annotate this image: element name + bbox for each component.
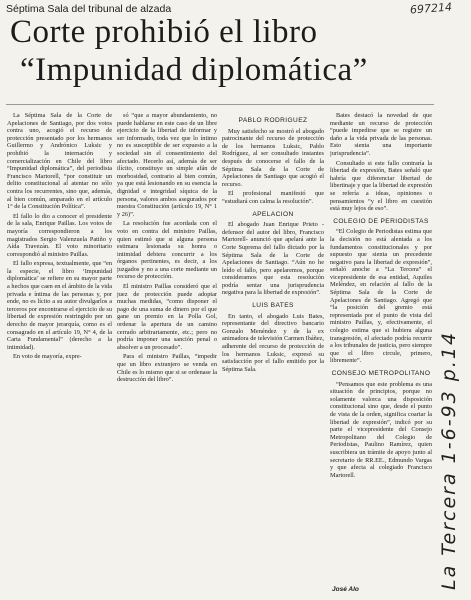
paragraph: Para el ministro Paillas, “impedir que un libro extranjero se venda en Chile es lo mismo que si se ordenase la destrucción del libro”. [117, 353, 217, 384]
paragraph: El fallo lo dio a conocer el presidente de la sala, Enrique Paillas. Los votos de mayoría correspondieron a los magistrados Sergio Valenzuela Patiño y Aída Travezán. El voto minoritario correspondió al ministro Paillas. [7, 212, 112, 258]
subheading-apelacion: APELACION [252, 210, 294, 218]
article-column-1 [7, 112, 112, 584]
kicker: Séptima Sala del tribunal de alzada [6, 3, 172, 15]
paragraph: El fallo expresa, textualmente, que “en la especie, el libro ‘Impunidad diplomática’ se refiere en su mayor parte a hechos que caen en el ámbito de la vida privada e íntima de las personas y, por ende, no es lícito a su autor divulgarlos a terceros por encontrarse el ejercicio de su libertad de expresión restringido por un derecho de mayor jerarquía, como es el consagrado en el artículo 19, N° 4, de la Carta Fundamental” (derecho a la intimidad). [7, 260, 112, 351]
headline-rule [6, 104, 434, 105]
subheading-luis-bates: LUIS BATES [252, 302, 294, 310]
headline-line-2: “Impunidad diplomática” [20, 52, 368, 88]
paragraph: Consultado si este fallo contraría la libertad de expresión, Bates señaló que habría que diferenciar libertad de libertinaje y que la libertad de expresión se refería a ideas, opiniones o pensamientos “y el libro en cuestión está muy lejos de eso”. [330, 159, 432, 213]
paragraph: Bates destacó la novedad de que mediante un recurso de protección “puede impedirse que se registre un daño a la vida privada de las personas. Esto sienta una importante jurisprudencia”. [330, 112, 432, 157]
paragraph: só “que a mayor abundamiento, no puede hablarse en este caso de un libre ejercicio de la libertad de informar y ser informado, toda vez que lo íntimo no es susceptible de ser expuesto a la sociedad sin el consentimiento del afectado. Hecerlo así, además de ser ilícito, constituye un simple afán de morbosidad, contrario al bien común, ya que está lesionando en su esencia la dignidad e integridad síquica de la persona, valores ambos asegurados por nuestra Constitución (artículo 19, N° 1 y 26)”. [117, 112, 217, 218]
article-column-4 [330, 112, 432, 584]
paragraph: El abogado Juan Enrique Prieto -defensor del autor del libro, Francisco Martorell- anunció que apelará ante la Corte Suprema del fallo dictado por la Séptima Sala de la Corte de Apelaciones de Santiago. “Aún no he leído el fallo, pero apelaremos, porque consideramos que esta resolución podría sentar una jurisprudencia negativa para la libertad de expresión”. [222, 221, 324, 297]
paragraph: La Séptima Sala de la Corte de Apelaciones de Santiago, por dos votos contra uno, acogió el recurso de protección presentado por los hermanos Guillermo y Andrónico Luksic y prohibió la internación y comercialización en Chile del libro “Impunidad diplomática”, del periodista Francisco Martorell, “por constituir un delito constitucional al atentar no sólo contra los recurrentes, sino que, además, al bien común, amparado en el artículo 1° de la Constitución Política”. [7, 112, 112, 211]
subheading-pablo-rodriguez: PABLO RODRIGUEZ [238, 117, 308, 124]
paragraph: En voto de mayoría, expre- [13, 353, 82, 361]
paragraph: El ministro Paillas consideró que el juez de protección puede adoptar muchas medidas, “como disponer el pago de una suma de dinero por el que gane un premio en la Polla Gol, ordenar la apertura de un camino cerrado arbitrariamente, etc.; pero no podría imponer una sanción penal o absolver a un procesado”. [117, 283, 217, 351]
subheading-colegio-periodistas: COLEGIO DE PERIODISTAS [333, 217, 429, 225]
paragraph: En tanto, el abogado Luis Bates, representante del directivo bancario Gonzalo Menéndez y de la ex animadora de televisión Carmen Ibáñez, adherente del recurso de protección de los hermanos Luksic, expresó su satisfacción por el fallo emitido por la Séptima Sala. [222, 312, 324, 373]
byline: José Alo [332, 586, 359, 593]
archive-stamp: 697214 [409, 0, 453, 17]
headline-line-1: Corte prohibió el libro [10, 14, 318, 50]
paragraph: “El Colegio de Periodistas estima que la decisión no está alentada a los fundamentos constitucionales y por supuesto que sienta un precedente negativo para la libertad de expresión”, señaló anoche a “La Tercera” el vicepresidente de esa entidad, Aquiles Meléndez, en relación al fallo de la Séptima Sala de la Corte de Apelaciones de Santiago. Agregó que “la posición del gremio está representada por el punto de vista del ministro Paillas, y, efectivamente, el colegio estima que si hubiera alguna transgresión, el afectado podría recurrir a los tribunales de justicia, pero siempre que el libro circule, primero, libremente”. [330, 228, 432, 365]
paragraph: “Pensamos que este problema es una situación de principios, porque no solamente valorca una disposición constitucional sino que, desde el punto de vista de la orden, significa coartar la libertad de expresión”, indicó por su parte el vicepresidente del Consejo Metropolitano del Colegio de Periodistas, Paulino Ramírez, quien suscribiera un trámite de apoyo junto al secretario de RR.EE., Edmundo Vargas y que afecta al colegiado Francisco Martorell. [330, 380, 432, 479]
paragraph: El profesional manifestó que “estudiará con calma la resolución”. [222, 190, 324, 205]
subheading-consejo-metropolitano: CONSEJO METROPOLITANO [331, 370, 431, 377]
article-column-2 [117, 112, 217, 584]
handwritten-source-note: La Tercera 1-6-93 p.14 [438, 330, 460, 590]
paragraph: Muy satisfecho se mostró el abogado patrocinante del recurso de protección de los hermanos Luksic, Pablo Rodríguez, al ser consultado instantes después de conocerse el fallo de la Séptima Sala de la Corte de Apelaciones de Santiago que acogió el recurso. [222, 127, 324, 188]
article-column-3 [222, 112, 324, 584]
paragraph: La resolución fue acordada con el voto en contra del ministro Paillas, quien estimó que si alguna persona estimara lesionada su honra o intimidad debiera concurrir a los órganos pertinentes, es decir, a los juzgados y no a una corte mediante un recurso de protección. [117, 220, 217, 281]
